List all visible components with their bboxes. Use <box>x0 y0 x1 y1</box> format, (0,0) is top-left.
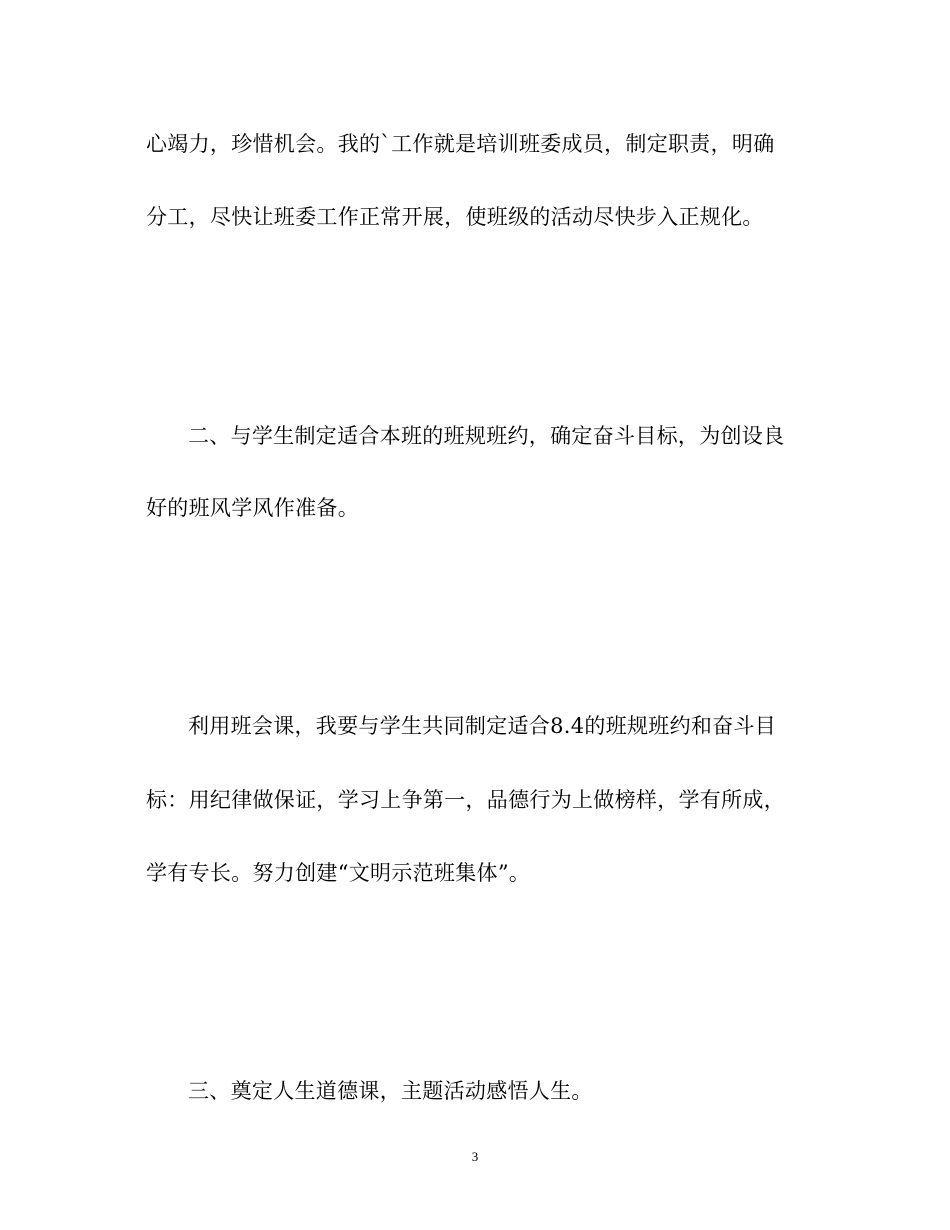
paragraph-1-line-1: 心竭力，珍惜机会。我的`工作就是培训班委成员，制定职责，明确 <box>146 132 775 156</box>
paragraph-3-line-3: 学有专长。努力创建“文明示范班集体”。 <box>146 861 531 885</box>
paragraph-2-line-2: 好的班风学风作准备。 <box>146 496 359 520</box>
paragraph-1-line-2: 分工，尽快让班委工作正常开展，使班级的活动尽快步入正规化。 <box>146 205 764 229</box>
page-number: 3 <box>471 1149 479 1164</box>
paragraph-3-line-2: 标：用纪律做保证，学习上争第一，品德行为上做榜样，学有所成， <box>146 788 785 812</box>
paragraph-3-line-1: 利用班会课，我要与学生共同制定适合8.4的班规班约和奋斗目 <box>188 714 777 738</box>
paragraph-4-line-1: 三、奠定人生道德课，主题活动感悟人生。 <box>188 1079 593 1103</box>
paragraph-2-line-1: 二、与学生制定适合本班的班规班约，确定奋斗目标，为创设良 <box>188 424 785 448</box>
